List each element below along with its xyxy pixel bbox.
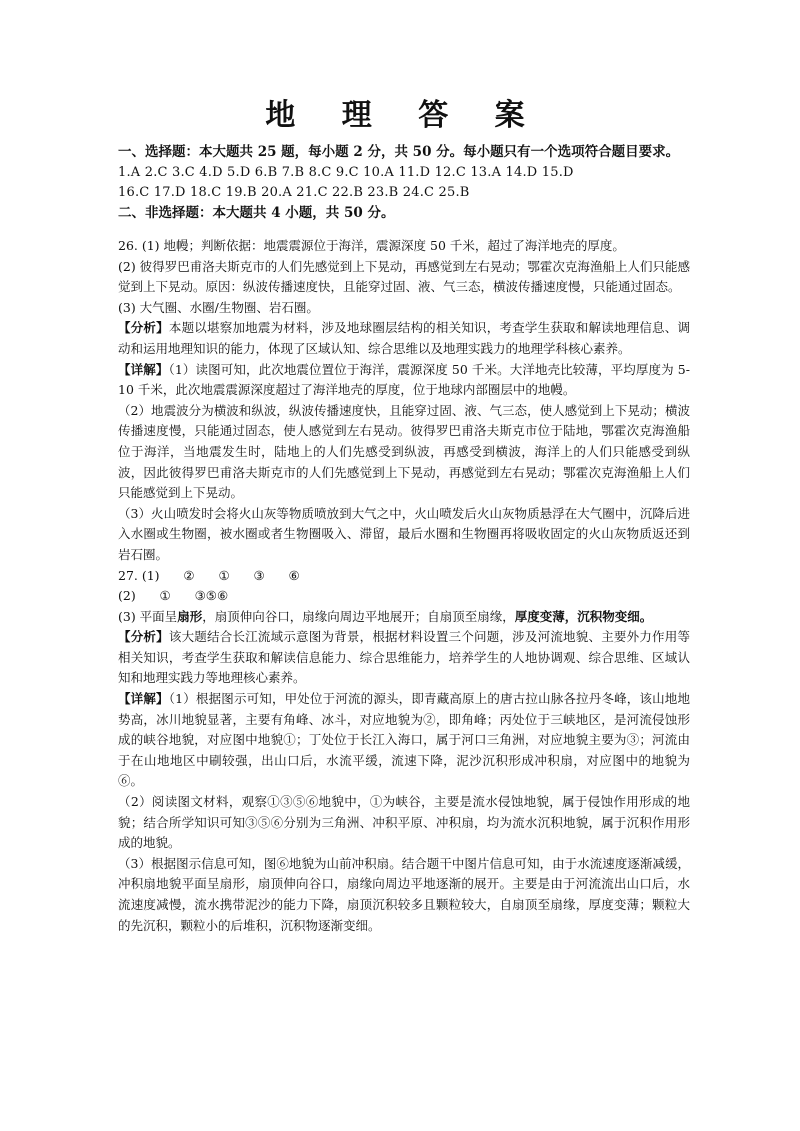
q26-answer-3: (3) 大气圈、水圈/生物圈、岩石圈。 xyxy=(118,299,319,315)
q27-a3-bold-1: 扇形 xyxy=(177,608,203,624)
q27-a3-mid: ，扇顶伸向谷口，扇缘向周边平地展开；自扇顶至扇缘， xyxy=(202,608,515,624)
q27-analysis xyxy=(118,627,690,689)
q27-detail-2: （2）阅读图文材料，观察①③⑤⑥地貌中，①为峡谷，主要是流水侵蚀地貌，属于侵蚀作用形成的地貌；结合所学知识可知③⑤⑥分别为三角洲、冲积平原、冲积扇，均为流水沉积地貌，属于沉积作用形成的地貌。 xyxy=(118,794,690,851)
q27-row-2: (2) ① ③⑤⑥ xyxy=(118,588,229,604)
analysis-label: 【分析】 xyxy=(118,320,169,336)
q26-detail-2: （2）地震波分为横波和纵波，纵波传播速度快，且能穿过固、液、气三态，使人感觉到上下晃动；横波传播速度慢，只能通过固态，使人感觉到左右晃动。彼得罗巴甫洛夫斯克市位于陆地，鄂霍次克海渔船位于海洋，当地震发生时，陆地上的人们先感受到纵波，再感受到横波，海洋上的人们只能感受到纵波，因此彼得罗巴甫洛夫斯克市的人们先感觉到上下晃动，再感觉到左右晃动；鄂霍次克海渔船上人们只能感觉到上下晃动。 xyxy=(118,402,690,501)
q26-answer-2: (2) 彼得罗巴甫洛夫斯克市的人们先感觉到上下晃动，再感觉到左右晃动；鄂霍次克海渔船上人们只能感觉到上下晃动。原因：纵波传播速度快，且能穿过固、液、气三态，横波传播速度慢，只能通过固态。 xyxy=(118,258,690,295)
q27-detail-1-text: （1）根据图示可知，甲处位于河流的源头，即青藏高原上的唐古拉山脉各拉丹冬峰，该山地地势高，冰川地貌显著，主要有角峰、冰斗，对应地貌为②，即角峰；丙处位于三峡地区，是河流侵蚀形成的峡谷地貌，对应图中地貌①；丁处位于长江入海口，属于河口三角洲，对应地貌主要为③；河流由于在山地地区中刷较强，出山口后，水流平缓，流速下降，泥沙沉积形成冲积扇，对应图中的地貌为⑥。 xyxy=(118,691,690,789)
q27-detail-3: （3）根据图示信息可知，图⑥地貌为山前冲积扇。结合题干中图片信息可知，由于水流速度逐渐减缓，冲积扇地貌平面呈扇形，扇顶伸向谷口，扇缘向周边平地逐渐的展开。主要是由于河流流出山口后，水流速度减慢，流水携带泥沙的能力下降，扇顶沉积较多且颗粒较大，自扇顶至扇缘，厚度变薄；颗粒大的先沉积，颗粒小的后堆积，沉积物逐渐变细。 xyxy=(118,855,690,933)
q26-detail-1-text: （1）读图可知，此次地震位置位于海洋，震源深度 50 千米。大洋地壳比较薄，平均厚度为 5-10 千米，此次地震震源深度超过了海洋地壳的厚度，位于地球内部圈层中的地幔。 xyxy=(118,361,690,398)
q26-analysis xyxy=(118,318,690,359)
detail-label: 【详解】 xyxy=(118,361,169,377)
q26-detail-3: （3）火山喷发时会将火山灰等物质喷放到大气之中，火山喷发后火山灰物质悬浮在大气圈中，沉降后进入水圈或生物圈，被水圈或者生物圈吸入、滞留，最后水圈和生物圈再将吸收固定的火山灰物质返还到岩石圈。 xyxy=(118,505,690,562)
answers-line-2: 16.C 17.D 18.C 19.B 20.A 21.C 22.B 23.B 24.C 25.B xyxy=(118,185,470,200)
answer-sheet xyxy=(118,98,690,936)
q26-analysis-text: 本题以堪察加地震为材料，涉及地球圈层结构的相关知识，考查学生获取和解读地理信息、调动和运用地理知识的能力，体现了区域认知、综合思维以及地理实践力的地理学科核心素养。 xyxy=(118,320,690,356)
detail-label: 【详解】 xyxy=(118,691,169,707)
q27-detail-1 xyxy=(118,689,690,792)
q27-a3-bold-2: 厚度变薄，沉积物变细。 xyxy=(514,608,653,624)
section-1-heading: 一、选择题：本大题共 25 题，每小题 2 分，共 50 分。每小题只有一个选项符合题目要求。 xyxy=(118,144,680,160)
q27-answer-3 xyxy=(118,607,690,628)
q27-analysis-text: 该大题结合长江流域示意图为背景，根据材料设置三个问题，涉及河流地貌、主要外力作用等相关知识，考查学生获取和解读信息能力、综合思维能力，培养学生的人地协调观、综合思维、区域认知和地理实践力等地理核心素养。 xyxy=(118,629,690,686)
analysis-label: 【分析】 xyxy=(118,629,169,645)
q27-a3-prefix: (3) 平面呈 xyxy=(118,608,178,624)
answers-line-1: 1.A 2.C 3.C 4.D 5.D 6.B 7.B 8.C 9.C 10.A 11.D 12.C 13.A 14.D 15.D xyxy=(118,165,574,180)
q26-detail-1 xyxy=(118,360,690,401)
q27-row-1: 27. (1) ② ① ③ ⑥ xyxy=(118,567,300,583)
page-title: 地 理 答 案 xyxy=(265,98,543,133)
q26-answer-1: 26. (1) 地幔；判断依据：地震震源位于海洋，震源深度 50 千米，超过了海洋地壳的厚度。 xyxy=(118,238,625,253)
section-2-heading: 二、非选择题：本大题共 4 小题，共 50 分。 xyxy=(118,205,395,221)
